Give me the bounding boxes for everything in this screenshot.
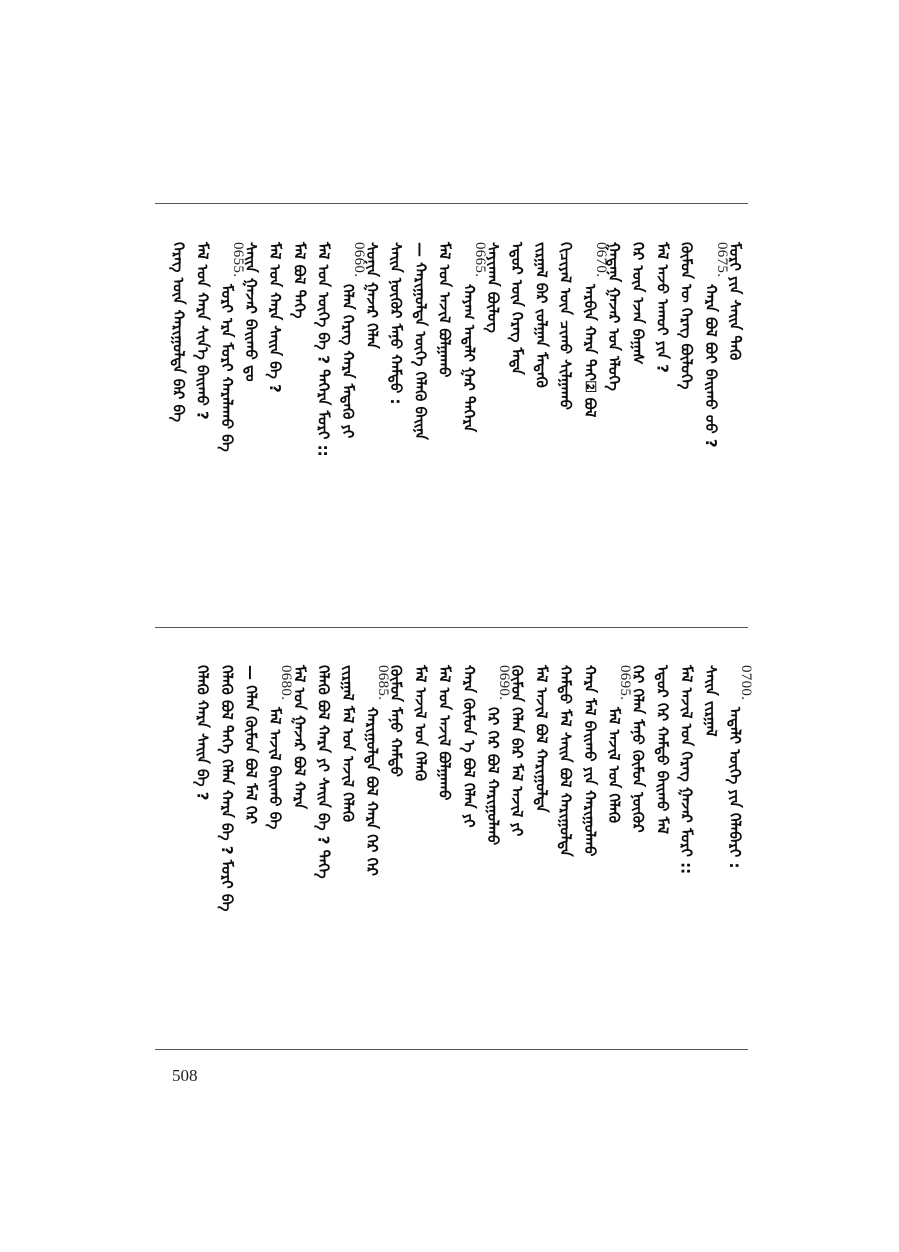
- verse-line: ᠮᠠᠯ ᠤᠨ ᠠᠵᠢᠯ ᠪᠣᠯᠭᠠᠬᠤ: [435, 242, 454, 378]
- verse-line: ᠮᠠᠯ ᠤᠨ ᠬᠠᠷᠠ ᠰᠠᠢ᠌ᠨ ᠪᠠ ?: [266, 242, 285, 393]
- line-number: 0685.: [375, 665, 391, 701]
- verse-line: ᠠᠳᠠᠯᠢ ᠦᠭᠡ ᠶᠢᠨ ᠬᠡᠯᠡᠪᠡᠷᠢ :: [726, 707, 744, 869]
- verse-line: ᠬᠠᠷᠢᠭᠤᠯᠲᠠ ᠪᠣᠯ ᠬᠠᠷᠠ ᠭᠡᠷ ᠭᠡᠷ: [363, 707, 381, 876]
- verse-section-upper: [158, 242, 746, 592]
- verse-line: — ᠬᠡᠯᠡᠨ ᠬᠦᠮᠦᠨ ᠪᠣᠯ ᠮᠠᠯ ᠭᠡᠷ: [242, 665, 260, 825]
- verse-line: ᠵᠢᠷᠭᠠᠯ ᠪᠠᠷ ᠵᠤᠯᠭᠠᠨ ᠮᠡᠳᠡᠬᠦ: [532, 242, 551, 388]
- verse-line: ᠮᠠᠯ ᠠᠵᠢᠯ ᠤᠨ ᠬᠡᠷᠡᠭ ᠭᠠᠵᠠᠷ ᠮᠣᠷᠢ ::: [677, 665, 696, 875]
- verse-line: ᠬᠡᠯᠡᠬᠦ ᠪᠣᠯ ᠲᠡᠭᠡ ᠬᠡᠯᠡᠨ ᠬᠠᠷᠠ ᠪᠠ ? ᠮᠣᠷᠢ ᠪᠠ: [217, 665, 236, 912]
- middle-rule: [155, 627, 748, 628]
- verse-line: ᠬᠦᠮᠦᠨ ᠮᠠᠨᠤ ᠬᠠᠮᠲᠤ: [387, 665, 406, 777]
- verse-line: ᠬᠢᠴᠢᠶᠡᠯ ᠦᠨ ᠴᠢᠬᠤ ᠰᠢᠯᠭᠠᠬᠤ: [556, 242, 575, 410]
- verse-line: ᠮᠠᠯ ᠠᠵᠢᠯ ᠤᠨ ᠬᠡᠯᠡᠬᠦ: [411, 665, 430, 782]
- verse-line: ᠡᠳᠦᠷ ᠭᠡᠷ ᠬᠠᠮᠲᠤ ᠪᠠᠢ᠌ᠬᠤ ᠮᠠᠯ: [653, 665, 672, 835]
- verse-line: ᠮᠠᠯ ᠪᠣᠯ ᠲᠡᠭᠡ: [290, 242, 309, 319]
- verse-line: ᠡᠳᠦᠷ ᠦᠨ ᠬᠡᠷᠡᠭ ᠮᠠᠲᠠ: [508, 242, 527, 375]
- verse-line: ᠮᠠᠯ ᠠᠵᠢᠯ ᠪᠣᠯ ᠬᠠᠷᠢᠭᠤᠯᠲᠠ: [532, 665, 551, 813]
- verse-section-lower: [158, 665, 754, 1025]
- verse-line: ᠬᠦᠮᠦᠨ ᠬᠡᠯᠡᠨ ᠪᠠᠷ ᠮᠠᠯ ᠠᠵᠢᠯ ᠶᠢ: [508, 665, 527, 837]
- verse-line: — ᠬᠠᠷᠢᠭᠤᠯᠲᠠ ᠦᠭᠡ ᠬᠡᠯᠡᠬᠦ ᠪᠠᠢ᠌ᠨᠠ: [411, 242, 430, 440]
- verse-line: ᠮᠠᠯ ᠠᠵᠤ ᠠᠬᠤᠢ ᠶᠢᠨ ?: [653, 242, 672, 373]
- verse-line: ᠮᠠᠯ ᠠᠵᠢᠯ ᠤᠨ ᠬᠡᠯᠡᠬᠦ: [605, 707, 623, 824]
- line-number: 0665.: [471, 242, 488, 278]
- verse-line: ᠰᠠᠢ᠌ᠨ ᠨᠥᠬᠥᠷ ᠮᠠᠨᠤ ᠬᠠᠮᠲᠤ :: [387, 242, 406, 405]
- verse-line: ᠬᠡᠯᠡᠨ ᠬᠡᠷᠡᠭ ᠬᠠᠷᠠ ᠮᠡᠳᠡᠬᠦ ᠶᠢ: [338, 284, 357, 439]
- line-number: 0655.: [229, 242, 246, 278]
- top-rule: [155, 203, 748, 204]
- line-number: 0690.: [496, 665, 512, 701]
- verse-line: ᠵᠢᠷᠭᠠᠯ ᠮᠠᠯ ᠤᠨ ᠠᠵᠢᠯ ᠬᠡᠯᠡᠬᠦ: [338, 665, 357, 822]
- line-number: 0695.: [617, 665, 633, 701]
- verse-line: ᠬᠡᠯᠡᠬᠦ ᠬᠠᠷᠠ ᠰᠠᠢ᠌ᠨ ᠪᠠ ?: [193, 665, 212, 801]
- verse-line: ᠰᠣᠨᠢᠨ ᠭᠠᠵᠠᠷ ᠬᠡᠯᠡᠨ: [363, 242, 381, 349]
- verse-line: ᠭᠠᠳᠠᠨᠠ ᠭᠠᠵᠠᠷ ᠤᠨ ᠡᠯᠦᠭᠡ: [605, 242, 623, 391]
- verse-line: ᠮᠣᠷᠢ ᠡᠷᠡ ᠮᠣᠷᠢ ᠬᠠᠷᠠᠯᠠᠬᠤ ᠪᠠ: [217, 284, 236, 452]
- verse-line: ᠠᠷᠪᠢᠨ ᠬᠠᠷᠠ ᠲᠠᠢ᠌ ᠪᠣᠯ: [580, 284, 599, 418]
- verse-line: ᠮᠠᠯ ᠤᠨ ᠬᠠᠷᠠ ᠰᠢᠨ᠎ᠡ ᠪᠠᠢ᠌ᠬᠤ ?: [193, 242, 212, 420]
- verse-line: ᠬᠡᠯᠡᠬᠦ ᠪᠣᠯ ᠬᠠᠷᠠ ᠶᠢ ᠰᠠᠢ᠌ᠨ ᠪᠠ ? ᠲᠡᠭᠡ: [314, 665, 333, 879]
- line-number: 0670.: [592, 242, 609, 278]
- verse-line: ᠰᠠᠶᠢᠬᠠᠨ ᠪᠦᠯᠦᠭ: [484, 242, 502, 333]
- verse-line: ᠰᠠᠢ᠌ᠨ ᠵᠢᠷᠭᠠᠯ: [701, 665, 720, 737]
- line-number: 0700.: [738, 665, 754, 701]
- line-number: 0675.: [713, 242, 730, 278]
- page-number: 508: [172, 1066, 198, 1085]
- verse-line: ᠰᠠᠢ᠌ᠨ ᠭᠠᠵᠠᠷ ᠪᠠᠢ᠌ᠬᠤ ᠳᠤ: [242, 242, 260, 382]
- line-number: 0660.: [350, 242, 367, 278]
- verse-line: ᠬᠠᠶᠠᠭ ᠠᠳᠠᠯᠢ ᠭᠠᠷ ᠳᠡᠭᠡᠷᠡ: [459, 284, 478, 433]
- verse-line: ᠮᠠᠯ ᠠᠵᠢᠯ ᠪᠠᠢ᠌ᠬᠤ ᠪᠠ: [266, 707, 285, 830]
- verse-line: ᠭᠡᠷ ᠬᠡᠯᠡᠨ ᠮᠠᠨᠤ ᠬᠦᠮᠦᠨ ᠨᠥᠬᠥᠷ: [629, 665, 648, 833]
- verse-line: ᠬᠠᠷᠠ ᠬᠦᠮᠦᠨ ᠡ ᠪᠣᠯ ᠬᠡᠯᠡᠨ ᠶᠢ: [459, 665, 478, 828]
- bottom-rule: [155, 1049, 748, 1050]
- verse-line: ᠮᠣᠷᠢ ᠶᠢᠨ ᠰᠠᠢ᠌ᠨ ᠳᠡᠬᠦ: [726, 242, 744, 361]
- verse-line: ᠮᠠᠯ ᠤᠨ ᠠᠵᠢᠯ ᠪᠣᠯᠭᠠᠬᠤ: [435, 665, 454, 801]
- verse-line: ᠮᠠᠯ ᠤᠨ ᠭᠠᠵᠠᠷ ᠪᠣᠯ ᠬᠠᠷᠠ: [290, 665, 309, 810]
- verse-line: ᠬᠠᠷᠠ ᠮᠠᠯ ᠪᠠᠢ᠌ᠬᠤ ᠶᠢᠨ ᠬᠠᠷᠢᠭᠤᠯᠬᠤ: [580, 665, 599, 857]
- verse-line: ᠮᠠᠯ ᠤᠨ ᠦᠭᠡ ᠪᠠ ? ᠲᠡᠭᠡᠷᠡ ᠮᠣᠷᠢ ::: [314, 242, 333, 457]
- verse-line: ᠭᠡᠷ ᠦᠨ ᠡᠵᠡᠨ ᠪᠠᠭᠠᠰ: [629, 242, 648, 365]
- verse-line: ᠬᠠᠮᠲᠤ ᠮᠠᠯ ᠰᠠᠢ᠌ᠨ ᠪᠣᠯ ᠬᠠᠷᠢᠭᠤᠯᠲᠠ: [556, 665, 575, 857]
- verse-line: ᠬᠦᠮᠦᠨ ᠦ ᠬᠡᠷᠡᠭ ᠪᠦᠯᠦᠭᠡ: [677, 242, 696, 390]
- verse-line: ᠭᠡᠷ ᠭᠡᠷ ᠪᠣᠯ ᠬᠠᠷᠢᠭᠤᠯᠬᠤ: [484, 707, 502, 846]
- line-number: 0680.: [278, 665, 295, 701]
- verse-line: ᠬᠠᠷᠠ ᠪᠣᠯ ᠪᠣᠢ ᠪᠠᠢ᠌ᠬᠤ ᠤᠤ ?: [701, 284, 720, 448]
- verse-line: ᠬᠡᠷᠡᠭ ᠦᠨ ᠬᠠᠷᠢᠭᠤᠯᠲᠠ ᠪᠠᠷ ᠪᠠ: [169, 242, 188, 422]
